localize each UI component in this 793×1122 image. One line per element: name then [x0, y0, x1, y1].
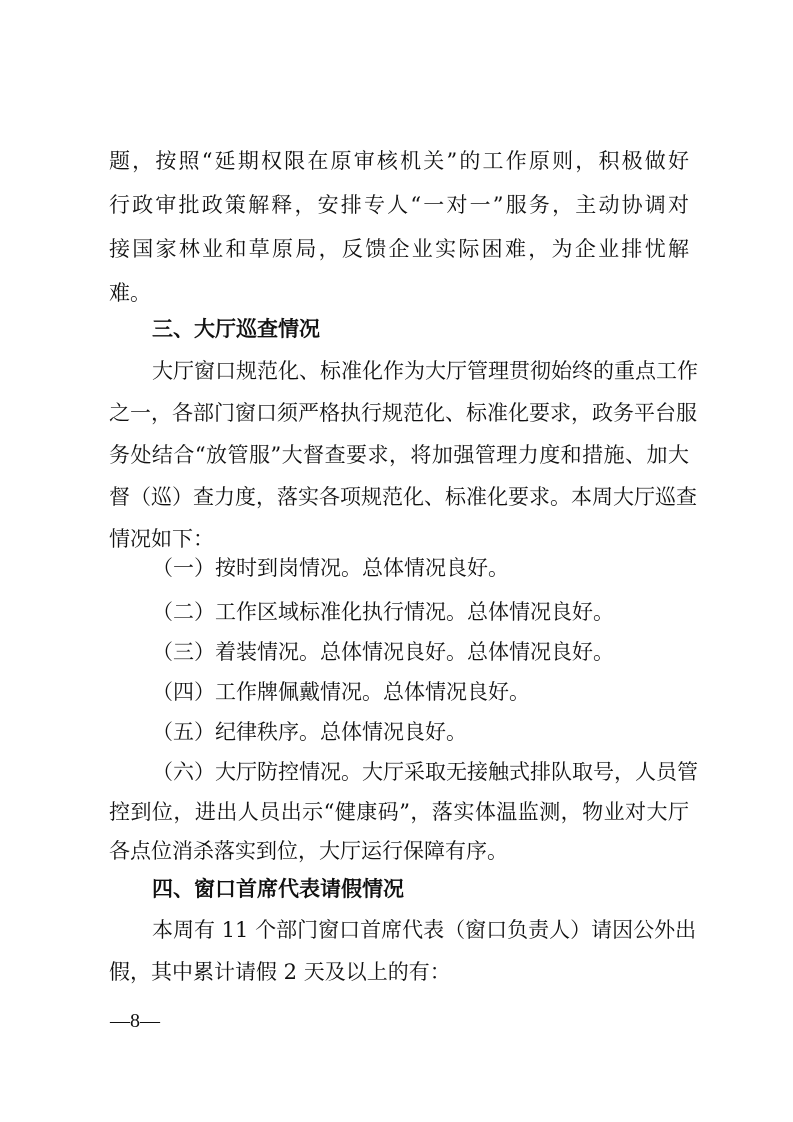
section-4-line-2: 假，其中累计请假 2 天及以上的有： [109, 960, 451, 984]
inspection-item-3: （三）着装情况。总体情况良好。总体情况良好。 [152, 640, 614, 664]
inspection-item-5: （五）纪律秩序。总体情况良好。 [152, 720, 467, 744]
inspection-item-1: （一）按时到岗情况。总体情况良好。 [152, 556, 509, 580]
inspection-item-6-line-2: 控到位，进出人员出示“健康码”，落实体温监测，物业对大厅 [109, 800, 689, 824]
section-3-heading: 三、大厅巡查情况 [152, 317, 320, 341]
section-3-intro-line-2: 之一，各部门窗口须严格执行规范化、标准化要求，政务平台服 [109, 401, 697, 425]
section-3-intro-line-1: 大厅窗口规范化、标准化作为大厅管理贯彻始终的重点工作 [152, 359, 698, 383]
section-3-intro-line-3: 务处结合“放管服”大督查要求，将加强管理力度和措施、加大 [109, 443, 689, 467]
inspection-item-6-line-1: （六）大厅防控情况。大厅采取无接触式排队取号，人员管 [152, 760, 698, 784]
paragraph-1-line-3: 接国家林业和草原局，反馈企业实际困难，为企业排忧解 [109, 237, 689, 261]
page-number: —8— [110, 1010, 160, 1032]
section-4-line-1: 本周有 11 个部门窗口首席代表（窗口负责人）请因公外出 [152, 918, 697, 942]
inspection-item-6-line-3: 各点位消杀落实到位，大厅运行保障有序。 [109, 839, 508, 863]
section-4-heading: 四、窗口首席代表请假情况 [152, 877, 404, 901]
paragraph-1-line-1: 题，按照“延期权限在原审核机关”的工作原则，积极做好 [109, 149, 689, 173]
section-3-intro-line-5: 情况如下： [109, 527, 214, 551]
paragraph-1-line-2: 行政审批政策解释，安排专人“一对一”服务，主动协调对 [109, 193, 689, 217]
inspection-item-4: （四）工作牌佩戴情况。总体情况良好。 [152, 680, 530, 704]
paragraph-1-line-4: 难。 [109, 281, 151, 305]
section-3-intro-line-4: 督（巡）查力度，落实各项规范化、标准化要求。本周大厅巡查 [109, 485, 697, 509]
inspection-item-2: （二）工作区域标准化执行情况。总体情况良好。 [152, 600, 614, 624]
